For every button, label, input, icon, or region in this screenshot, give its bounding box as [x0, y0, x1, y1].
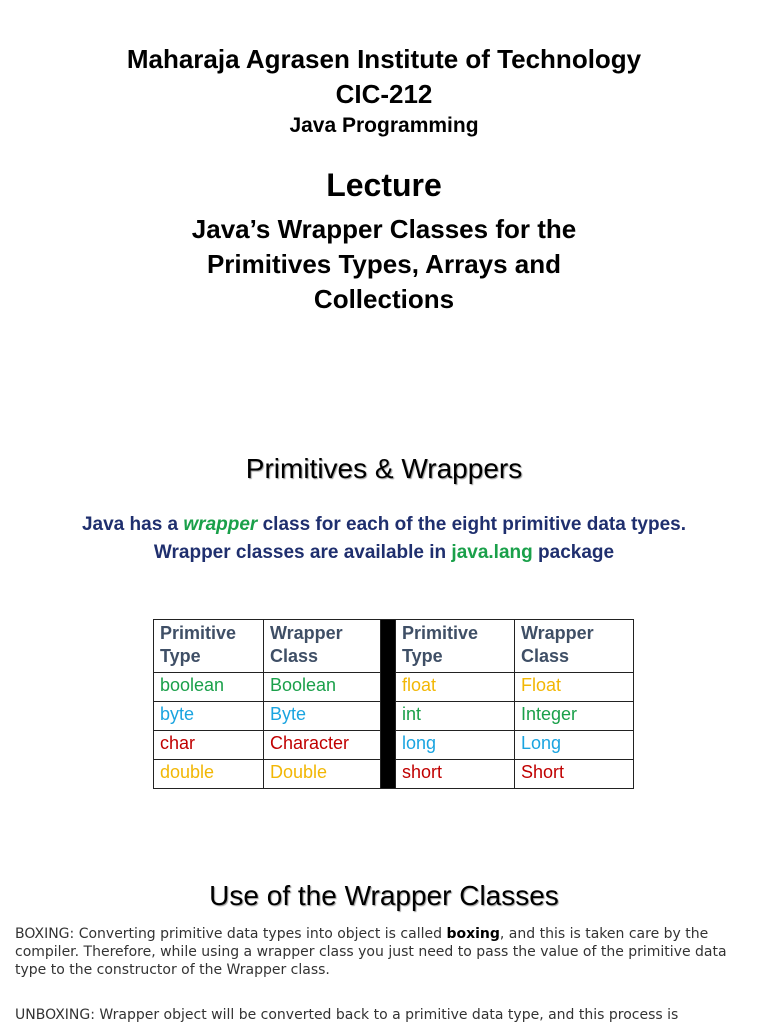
intro2-text-c: package	[532, 542, 615, 563]
wrapper-cell-left: Double	[264, 760, 381, 789]
lecture-title	[0, 212, 768, 317]
primitive-cell-left: double	[154, 760, 264, 789]
boxing-paragraph	[15, 925, 745, 979]
intro1-text-a: Java has a	[81, 514, 184, 535]
lecture-label: Lecture	[326, 167, 442, 203]
wrapper-cell-left: Character	[264, 731, 381, 760]
intro-line-2	[0, 542, 768, 564]
header-class-1: Class	[270, 646, 319, 666]
boxing-text-a: BOXING: Converting primitive data types into object is called	[15, 926, 447, 942]
wrapper-cell-right: Float	[515, 673, 634, 702]
boxing-keyword: boxing	[446, 926, 500, 942]
wrapper-cell-left: Boolean	[264, 673, 381, 702]
header-wrapper-class-1	[264, 620, 381, 673]
wrapper-cell-left: Byte	[264, 702, 381, 731]
course-name: Java Programming	[289, 114, 479, 137]
lecture-title-line3: Collections	[313, 284, 455, 314]
boxing-text-c: , and this is taken care by the compiler. Therefore, while using a wrapper class you just need to pass the value of the primitive data type to the constructor of the Wrapper class.	[15, 926, 727, 978]
header-type-1: Type	[160, 646, 201, 666]
lecture-title-line1: Java’s Wrapper Classes for the	[191, 214, 577, 244]
course-code: CIC-212	[335, 79, 433, 109]
intro1-wrapper-word: wrapper	[183, 514, 258, 535]
lecture-title-line2: Primitives Types, Arrays and	[206, 249, 562, 279]
header-primitive-1: Primitive	[160, 623, 237, 643]
primitive-cell-left: byte	[154, 702, 264, 731]
table-divider	[381, 620, 396, 789]
section-title-use: Use of the Wrapper Classes	[209, 880, 559, 911]
table-header-row	[154, 620, 634, 673]
unboxing-paragraph: UNBOXING: Wrapper object will be converted back to a primitive data type, and this process is	[15, 1007, 679, 1023]
institute-name: Maharaja Agrasen Institute of Technology	[126, 44, 642, 74]
header-primitive-2: Primitive	[402, 623, 479, 643]
primitive-cell-right: short	[396, 760, 515, 789]
primitive-cell-left: boolean	[154, 673, 264, 702]
header-wrapper-class-2	[515, 620, 634, 673]
wrapper-cell-right: Integer	[515, 702, 634, 731]
header-wrapper-2: Wrapper	[521, 623, 594, 643]
wrapper-cell-right: Short	[515, 760, 634, 789]
primitive-cell-left: char	[154, 731, 264, 760]
intro2-package-name: java.lang	[451, 542, 533, 563]
primitive-cell-right: int	[396, 702, 515, 731]
header-primitive-type-2	[396, 620, 515, 673]
header-type-2: Type	[402, 646, 443, 666]
wrapper-cell-right: Long	[515, 731, 634, 760]
intro1-text-c: class for each of the eight primitive data types.	[257, 514, 687, 535]
header-class-2: Class	[521, 646, 570, 666]
primitive-cell-right: float	[396, 673, 515, 702]
primitive-cell-right: long	[396, 731, 515, 760]
header-wrapper-1: Wrapper	[270, 623, 343, 643]
intro-line-1	[0, 514, 768, 536]
wrapper-table	[153, 619, 634, 789]
header-primitive-type-1	[154, 620, 264, 673]
intro2-text-a: Wrapper classes are available in	[153, 542, 452, 563]
section-title-primitives: Primitives & Wrappers	[245, 453, 523, 484]
